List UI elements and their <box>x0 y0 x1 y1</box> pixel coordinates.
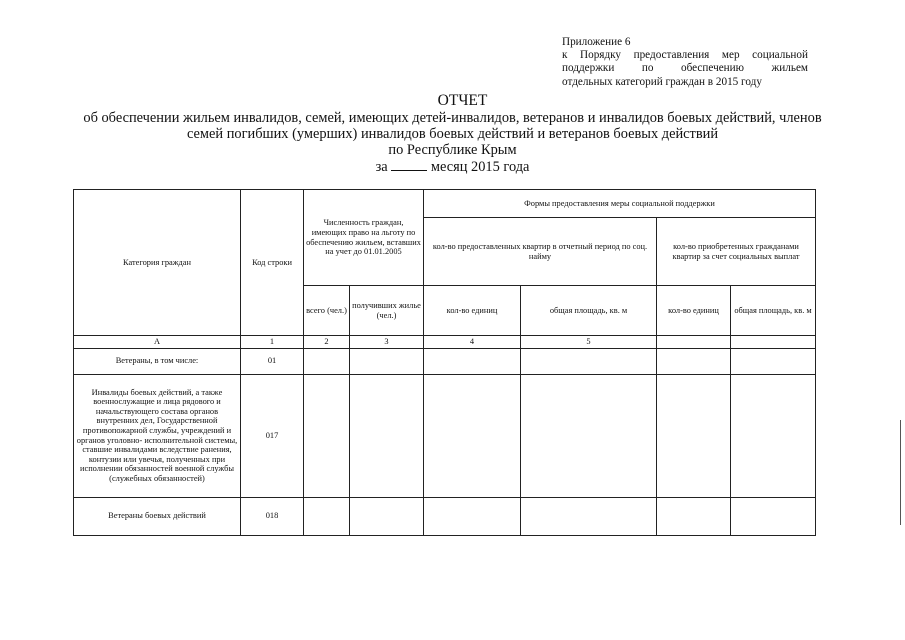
scan-edge-line <box>900 420 901 525</box>
row-code: 01 <box>241 348 304 374</box>
appendix-number: Приложение 6 <box>562 36 631 48</box>
data-cell <box>521 348 657 374</box>
header-received: получивших жилье (чел.) <box>350 286 424 336</box>
table-row <box>74 374 816 497</box>
column-number: 4 <box>424 336 521 349</box>
header-units: кол-во единиц <box>424 286 521 336</box>
data-cell <box>521 497 657 535</box>
row-code: 018 <box>241 497 304 535</box>
header-category: Категория граждан <box>74 190 241 336</box>
data-cell <box>424 497 521 535</box>
appendix-line: к Порядку предоставления мер социальной <box>562 49 808 62</box>
appendix-block <box>562 36 808 89</box>
month-blank <box>391 158 427 171</box>
data-cell <box>424 348 521 374</box>
appendix-line: поддержки по обеспечению жильем <box>562 62 808 75</box>
header-area: общая площадь, кв. м <box>521 286 657 336</box>
report-period <box>0 158 905 176</box>
data-cell <box>731 374 816 497</box>
header-forms-group: Формы предоставления меры социальной поддержки <box>424 190 816 218</box>
row-category: Ветераны боевых действий <box>74 497 241 535</box>
data-cell <box>304 497 350 535</box>
report-subject-line: об обеспечении жильем инвалидов, семей, имеющих детей-инвалидов, ветеранов и инвалидов боевых действий, членов <box>83 110 822 126</box>
column-number: 5 <box>521 336 657 349</box>
column-number <box>731 336 816 349</box>
report-subject-line: семей погибших (умерших) инвалидов боевых действий и ветеранов боевых действий <box>186 126 719 142</box>
period-prefix: за <box>375 159 388 175</box>
row-code: 017 <box>241 374 304 497</box>
header-row-code: Код строки <box>241 190 304 336</box>
report-region: по Республике Крым <box>388 142 517 158</box>
data-cell <box>657 497 731 535</box>
header-area-purchased: общая площадь, кв. м <box>731 286 816 336</box>
data-cell <box>424 374 521 497</box>
column-number: 1 <box>241 336 304 349</box>
column-number: А <box>74 336 241 349</box>
report-heading: ОТЧЕТ <box>437 92 488 109</box>
table-row <box>74 348 816 374</box>
data-cell <box>731 348 816 374</box>
data-cell <box>521 374 657 497</box>
header-count-group: Численность граждан, имеющих право на льготу по обеспечению жильем, вставших на учет до 01.01.2005 <box>304 190 424 286</box>
data-cell <box>350 374 424 497</box>
header-total: всего (чел.) <box>304 286 350 336</box>
data-cell <box>350 497 424 535</box>
row-category: Инвалиды боевых действий, а также военнослужащие и лица рядового и начальствующего состава органов внутренних дел, Государственной противопожарной службы, учреждений и органов уголовно- исполнительной системы, ставшие инвалидами вследствие ранения, контузии или увечья, полученных при исполнении обязанностей военной службы (служебных обязанностей) <box>74 374 241 497</box>
header-purchased-group: кол-во приобретенных гражданами квартир за счет социальных выплат <box>657 218 816 286</box>
data-cell <box>731 497 816 535</box>
header-units-purchased: кол-во единиц <box>657 286 731 336</box>
appendix-line: отдельных категорий граждан в 2015 году <box>562 75 762 88</box>
data-cell <box>304 374 350 497</box>
data-cell <box>657 374 731 497</box>
column-number: 3 <box>350 336 424 349</box>
data-cell <box>350 348 424 374</box>
header-apartments-group: кол-во предоставленных квартир в отчетный период по соц. найму <box>424 218 657 286</box>
report-table <box>73 189 816 536</box>
data-cell <box>304 348 350 374</box>
data-cell <box>657 348 731 374</box>
report-title <box>0 92 905 176</box>
table-row <box>74 497 816 535</box>
row-category: Ветераны, в том числе: <box>74 348 241 374</box>
column-number: 2 <box>304 336 350 349</box>
column-number <box>657 336 731 349</box>
period-suffix: месяц 2015 года <box>430 159 530 175</box>
